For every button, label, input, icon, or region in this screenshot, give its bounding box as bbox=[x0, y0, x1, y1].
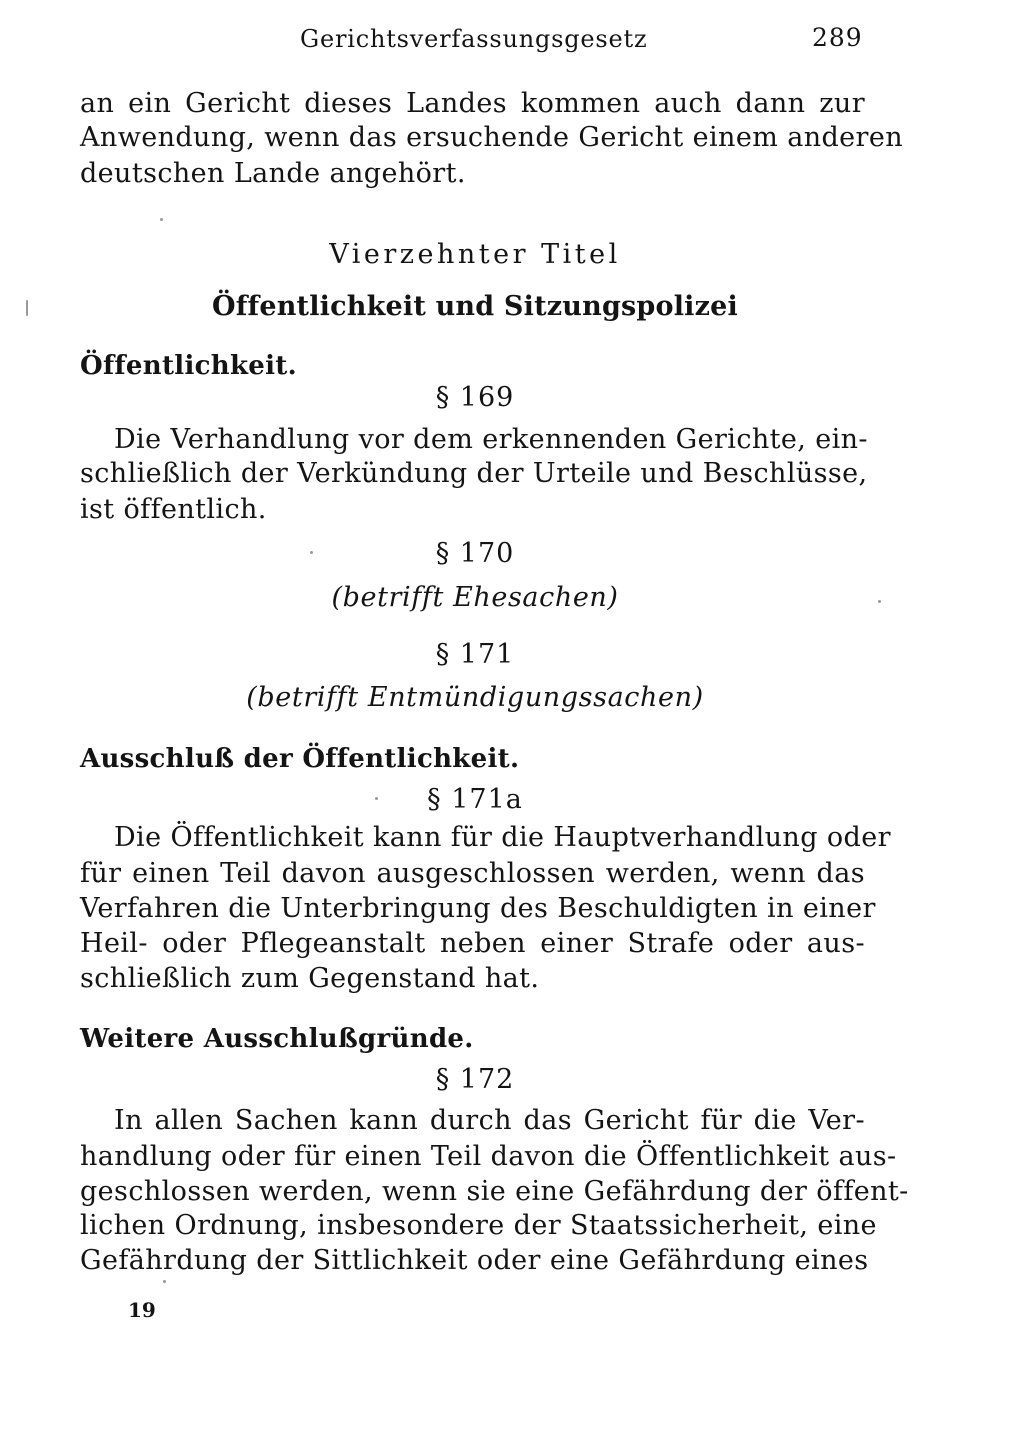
section-number: § 171 bbox=[435, 639, 515, 670]
title-heading: Öffentlichkeit und Sitzungspolizei bbox=[211, 291, 739, 322]
scan-speck bbox=[160, 218, 163, 221]
paragraph-line: Gefährdung der Sittlichkeit oder eine Gefährdung eines bbox=[80, 1245, 869, 1276]
signature-number: 19 bbox=[128, 1298, 156, 1322]
page-number: 289 bbox=[812, 23, 863, 52]
scan-speck bbox=[878, 600, 881, 603]
intro-line: an ein Gericht dieses Landes kommen auch dann zur bbox=[80, 88, 865, 119]
scan-speck bbox=[26, 300, 28, 316]
paragraph-line: schließlich der Verkündung der Urteile und Beschlüsse, bbox=[80, 458, 868, 489]
paragraph-line: ist öffentlich. bbox=[80, 494, 267, 525]
intro-line: deutschen Lande angehört. bbox=[80, 158, 466, 189]
paragraph-line: geschlossen werden, wenn sie eine Gefährdung der öffent- bbox=[80, 1176, 909, 1207]
section-note: (betrifft Ehesachen) bbox=[331, 582, 619, 613]
side-heading: Öffentlichkeit. bbox=[80, 351, 297, 381]
paragraph-line: lichen Ordnung, insbesondere der Staatssicherheit, eine bbox=[80, 1210, 877, 1241]
paragraph-line: Die Öffentlichkeit kann für die Hauptverhandlung oder bbox=[114, 822, 891, 853]
section-number: § 170 bbox=[435, 538, 515, 569]
section-note: (betrifft Entmündigungssachen) bbox=[246, 682, 704, 713]
paragraph-line: handlung oder für einen Teil davon die Öffentlichkeit aus- bbox=[80, 1141, 897, 1172]
paragraph-line: Heil- oder Pflegeanstalt neben einer Strafe oder aus- bbox=[80, 928, 865, 959]
paragraph-line: Die Verhandlung vor dem erkennenden Gerichte, ein- bbox=[114, 424, 868, 455]
side-heading: Weitere Ausschlußgründe. bbox=[80, 1024, 474, 1054]
scan-speck bbox=[163, 1280, 166, 1283]
paragraph-line: schließlich zum Gegenstand hat. bbox=[80, 963, 540, 994]
intro-line: Anwendung, wenn das ersuchende Gericht einem anderen bbox=[80, 122, 904, 153]
scan-speck bbox=[375, 797, 378, 800]
paragraph-line: Verfahren die Unterbringung des Beschuldigten in einer bbox=[80, 893, 876, 924]
scan-speck bbox=[310, 551, 313, 554]
section-number: § 171a bbox=[427, 784, 523, 815]
side-heading: Ausschluß der Öffentlichkeit. bbox=[80, 744, 520, 774]
section-number: § 172 bbox=[435, 1064, 515, 1095]
running-title: Gerichtsverfassungsgesetz bbox=[300, 25, 648, 53]
title-label: Vierzehnter Titel bbox=[329, 239, 621, 270]
section-number: § 169 bbox=[435, 382, 515, 413]
paragraph-line: für einen Teil davon ausgeschlossen werden, wenn das bbox=[80, 858, 865, 889]
paragraph-line: In allen Sachen kann durch das Gericht für die Ver- bbox=[114, 1105, 865, 1136]
